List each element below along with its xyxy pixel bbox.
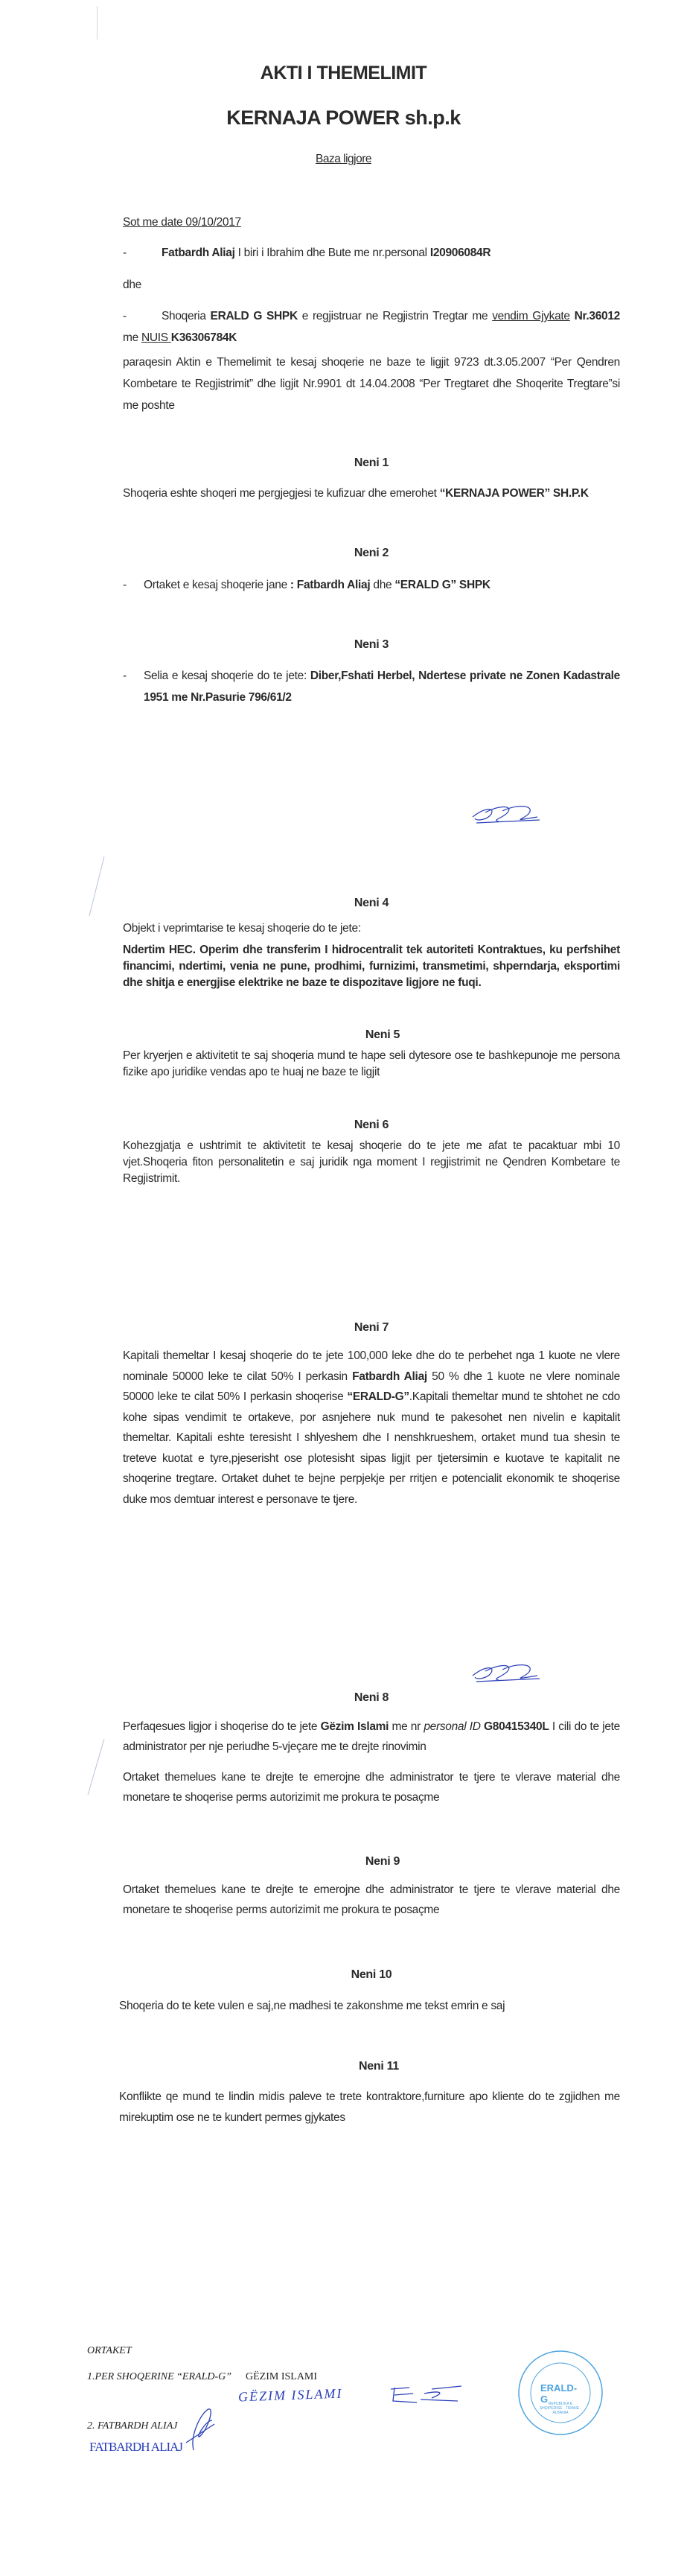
article-heading: Neni 6 <box>354 1119 389 1131</box>
dash: - <box>123 247 127 259</box>
article-8-text-2: Ortaket themelues kane te drejte te emerojne dhe administrator te tjere te vlerave material dhe monetare te shoqerise perms autorizimit me prokura te posaçme <box>123 1771 620 1804</box>
date-text: Sot me date 09/10/2017 <box>123 216 241 229</box>
party-2-nr: Nr.36012 <box>569 310 621 322</box>
article-6-text: Kohezgjatja e ushtrimit te aktivitetit te kesaj shoqerie do te jete me afat te pacaktuar mbi 10 vjet.Shoqeria fiton personalitetin e saj juridik nga moment I regjistrimit ne Qendren Kombetare te Regjistrimit. <box>123 1139 620 1185</box>
partner: Fatbardh Aliaj <box>352 1370 427 1383</box>
signatures-heading: ORTAKET <box>87 2345 132 2356</box>
dash: - <box>123 670 127 682</box>
stamp-text: ERALD-G <box>540 2382 578 2405</box>
party-1-id: I20906084R <box>429 247 491 259</box>
signatory-1-name: GËZIM ISLAMI <box>246 2371 318 2382</box>
article-heading: Neni 10 <box>351 1968 392 1981</box>
article-heading: Neni 2 <box>354 547 389 559</box>
handwritten-signature-1: GËZIM ISLAMI <box>237 2385 343 2405</box>
party-2-text: vendim Gjykate <box>492 310 570 322</box>
document-body <box>119 212 621 2128</box>
article-3-text <box>123 665 620 708</box>
article-4-text: Ndertim HEC. Operim dhe transferim I hidrocentralit tek autoriteti Kontraktues, ku perfshihet financimi, ndertimi, venia ne pune, prodhimi, furnizimi, transmetimi, shperndarja, eksportimi dhe shitja e energjise elektrike ne baze te dispozitave ligjore ne fuqi. <box>123 944 620 989</box>
initials-signature <box>469 801 543 830</box>
article-heading: Neni 3 <box>354 638 389 651</box>
party-2 <box>123 305 620 349</box>
article-heading: Neni 5 <box>365 1028 400 1041</box>
party-2-text: Shoqeria <box>162 310 211 322</box>
stamp-ring-text: REPUBLIKA E SHQIPERISE · TIRANE - ALBANIA <box>539 2402 582 2415</box>
party-1-name: Fatbardh Aliaj <box>162 247 235 259</box>
article-2-text <box>123 574 620 596</box>
text: Ortaket e kesaj shoqerie jane <box>144 579 290 591</box>
company-name: KERNAJA POWER sh.p.k <box>226 106 461 129</box>
company-name-bold: “KERNAJA POWER” SH.P.K <box>439 487 589 500</box>
article-heading: Neni 1 <box>354 457 389 469</box>
party-2-text: NUIS <box>141 331 171 344</box>
text: Shoqeria eshte shoqeri me pergjegjesi te kufizuar dhe emerohet <box>123 487 440 500</box>
text: Perfaqesues ligjor i shoqerise do te jete <box>123 1720 321 1733</box>
partner: “ERALD-G” <box>347 1390 409 1403</box>
article-8-text <box>123 1717 620 1757</box>
article-heading: Neni 9 <box>365 1855 400 1868</box>
personal-id: G80415340L <box>484 1720 549 1733</box>
party-2-text: me <box>123 331 141 344</box>
text: Kapitali themeltar I kesaj shoqerie do te jete 100,000 leke dhe do te perbehet nga 1 kuote ne vlere nominale 50000 leke te cilat 50% I perkasin <box>123 1349 620 1383</box>
text: personal ID <box>424 1720 481 1733</box>
text: I cili do te jete administrator per nje periudhe 5-vjeçare me te drejte rinovimin <box>123 1720 620 1753</box>
article-heading: Neni 11 <box>359 2060 399 2073</box>
article-heading: Neni 4 <box>354 897 389 909</box>
signatory-2-label: 2. FATBARDH ALIAJ <box>87 2420 178 2432</box>
party-2-nuis: K36306784K <box>170 331 237 344</box>
signatory-1-label: 1.PER SHOQERINE “ERALD-G” <box>87 2371 232 2382</box>
initials-signature <box>469 1659 543 1689</box>
and-text: dhe <box>123 279 141 291</box>
company-stamp <box>534 2348 584 2436</box>
article-5-text: Per kryerjen e aktivitetit te saj shoqeria mund te hape seli dytesore ose te bashkepunoje me persona fizike apo juridike vendas apo te huaj ne baze te ligjit <box>123 1049 620 1078</box>
article-7-text <box>123 1346 620 1510</box>
subtitle <box>0 153 687 166</box>
legal-basis: paraqesin Aktin e Themelimit te kesaj shoqerie ne baze te ligjit 9723 dt.3.05.2007 “Per Qendren Kombetare te Regjistrimit” dhe ligjit Nr.9901 dt 14.04.2008 “Per Tregtaret dhe Shoqerite Tregtare”si me poshte <box>123 356 620 412</box>
article-heading: Neni 7 <box>354 1321 389 1334</box>
document-title: AKTI I THEMELIMIT <box>260 63 427 83</box>
partner: “ERALD G” SHPK <box>394 579 491 591</box>
representative: Gëzim Islami <box>320 1720 389 1733</box>
subtitle-text: Baza ligjore <box>316 153 371 165</box>
article-11-text: Konflikte qe mund te lindin midis paleve te trete kontraktore,furniture apo kliente do te zgjidhen me mirekuptim ose ne te kundert permes gjykates <box>119 2090 620 2124</box>
text: .Kapitali themeltar mund te shtohet ne cdo kohe sipas vendimit te ortakeve, por asnjehere nuk mund te pakesohet nen nivelin e kapitalit themeltar. Kapitali eshte teresisht I shlyeshem dhe I nenshkrueshem, ortaket mund tua shesin te treteve kuotat e tyre,pjeserisht ose plotesisht sipas ligjit per tjetersimin e kuotave te kapitalit ne shoqerine tregtare. Ortaket duhet te bejne perpjekje per rritjen e potencialit ekonomik te shoqerise duke mos demtuar interest e personave te tjere. <box>123 1390 620 1506</box>
partner: : Fatbardh Aliaj <box>290 579 371 591</box>
handwritten-signature-2: FATBARDH ALIAJ <box>89 2440 183 2454</box>
party-1-text: I biri i Ibrahim dhe Bute me nr.personal <box>234 247 430 259</box>
article-10-text: Shoqeria do te kete vulen e saj,ne madhesi te zakonshme me tekst emrin e saj <box>119 2000 505 2012</box>
party-2-text: e regjistruar ne Regjistrin Tregtar me <box>297 310 493 322</box>
signature-scribble <box>387 2383 476 2405</box>
address: Diber,Fshati Herbel, Ndertese private ne Zonen Kadastrale 1951 me Nr.Pasurie 796/61/2 <box>144 670 620 704</box>
article-4-intro: Objekt i veprimtarise te kesaj shoqerie do te jete: <box>123 922 361 935</box>
article-heading: Neni 8 <box>354 1691 389 1704</box>
article-1-text <box>123 483 620 504</box>
dash: - <box>123 310 127 322</box>
text: me nr <box>389 1720 424 1733</box>
text: Selia e kesaj shoqerie do te jete: <box>144 670 310 682</box>
signature-scribble <box>179 2405 216 2458</box>
party-2-name: ERALD G SHPK <box>210 310 298 322</box>
intro-date <box>123 212 620 233</box>
dash: - <box>123 579 127 591</box>
text: 50 % dhe 1 kuote ne vlere nominale 50000 leke te cilat 50% I perkasin shoqerise <box>123 1370 620 1403</box>
article-9-text: Ortaket themelues kane te drejte te emerojne dhe administrator te tjere te vlerave material dhe monetare te shoqerise perms autorizimit me prokura te posaçme <box>123 1883 620 1916</box>
text: dhe <box>370 579 395 591</box>
party-1 <box>123 242 620 264</box>
